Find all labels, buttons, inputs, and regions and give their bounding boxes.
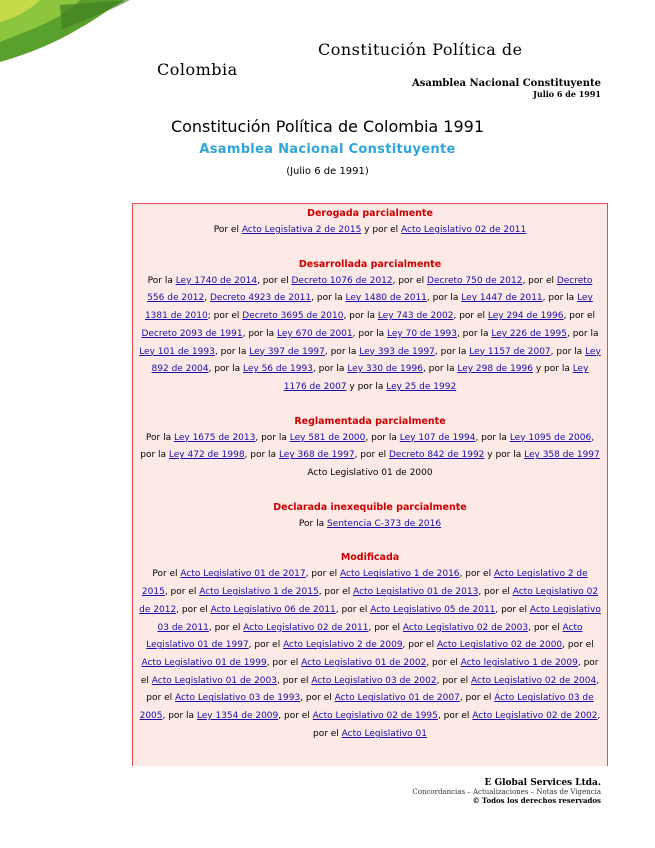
link-ley[interactable]: Ley 1176 de 2007: [283, 364, 589, 392]
link-ley[interactable]: Ley 1740 de 2014: [175, 275, 258, 286]
text: , por el: [563, 311, 596, 322]
text: , por la: [162, 711, 197, 722]
section-body: [139, 273, 601, 397]
text: , por el: [305, 569, 341, 580]
text: , por el: [208, 622, 244, 633]
link-ley[interactable]: Ley 743 de 2002: [377, 311, 454, 322]
header-title-cont: Colombia: [157, 60, 238, 79]
link-acto-legislativo[interactable]: Acto Legislativo 02 de 2002: [472, 711, 598, 722]
section-extra-text: Acto Legislativo 01 de 2000: [307, 468, 433, 479]
header-meta: [412, 78, 601, 99]
text: , por la: [242, 328, 277, 339]
section-modificada: [139, 550, 601, 743]
text: , por el: [277, 675, 312, 686]
section-heading: Desarrollada parcialmente: [298, 258, 442, 270]
text: , por la: [426, 293, 462, 304]
footer-tagline: Concordancias – Actualizaciones – Notas de Vigencia: [412, 788, 601, 796]
section-reglamentada: [139, 414, 601, 483]
text: , por el: [562, 640, 594, 651]
text: , por la: [422, 364, 458, 375]
link-acto-legislativo[interactable]: Acto Legislativo 01 de 2013: [353, 587, 479, 598]
text: ,: [204, 293, 210, 304]
link-sentencia[interactable]: Sentencia C-373 de 2016: [326, 518, 442, 529]
link-acto-legislativo[interactable]: Acto Legislativo 01 de 2003: [151, 675, 277, 686]
link-decreto[interactable]: Decreto 4923 de 2011: [210, 293, 312, 304]
link-acto-legislativo[interactable]: Acto Legislativo 2 de 2015: [141, 569, 588, 598]
section-body: [139, 430, 601, 465]
text: , por el: [392, 275, 428, 286]
text: y por la: [484, 450, 525, 461]
link-decreto[interactable]: Decreto 3695 de 2010: [242, 311, 344, 322]
link-ley[interactable]: Ley 670 de 2001: [277, 328, 353, 339]
text: , por el: [312, 711, 601, 739]
link-acto-legislativo[interactable]: Acto Legislativo 02 de 2011: [401, 225, 527, 235]
text: , por el: [426, 657, 461, 668]
section-desarrollada: [139, 257, 601, 397]
link-acto-legislativo[interactable]: Acto Legislativo 2 de 2009: [283, 640, 403, 651]
link-ley[interactable]: Ley 101 de 1993: [139, 346, 215, 357]
text: , por el: [459, 693, 495, 704]
text: , por el: [318, 587, 354, 598]
link-ley[interactable]: Ley 1381 de 2010: [144, 293, 593, 322]
leaf-logo-graphic: [0, 0, 150, 70]
link-decreto[interactable]: Decreto 1076 de 2012: [291, 275, 393, 286]
text: , por la: [566, 328, 599, 339]
text: , por el: [335, 604, 371, 615]
text: , por el: [453, 311, 488, 322]
link-ley[interactable]: Ley 107 de 1994: [399, 432, 476, 443]
text: , por el: [495, 604, 530, 615]
link-decreto[interactable]: Decreto 842 de 1992: [388, 450, 485, 461]
header-title: Constitución Política de: [318, 40, 523, 59]
text: , por el: [300, 693, 335, 704]
text: , por el: [436, 675, 472, 686]
link-ley[interactable]: Ley 472 de 1998: [168, 450, 245, 461]
text: , por el: [257, 275, 292, 286]
link-acto-legislativo[interactable]: Acto Legislativo 06 de 2011: [210, 604, 336, 615]
text: , por la: [550, 346, 586, 357]
text: , por la: [214, 346, 250, 357]
page-date: (Julio 6 de 1991): [286, 166, 369, 177]
text: y por la: [532, 364, 573, 375]
link-ley[interactable]: Ley 25 de 1992: [386, 381, 457, 392]
link-acto-legislativo[interactable]: Acto Legislativo 02 de 2011: [243, 622, 369, 633]
text: , por la: [456, 328, 492, 339]
link-ley[interactable]: Ley 1354 de 2009: [196, 711, 279, 722]
link-decreto[interactable]: Decreto 750 de 2012: [427, 275, 523, 286]
link-acto-legislativo[interactable]: Acto Legislativa 2 de 2015: [241, 225, 362, 235]
link-acto-legislativo[interactable]: Acto Legislativo 03 de 2005: [139, 693, 594, 722]
link-acto-legislativo[interactable]: Acto Legislativo 1 de 2016: [340, 569, 460, 580]
link-ley[interactable]: Ley 368 de 1997: [278, 450, 355, 461]
section-inexequible: [139, 500, 601, 534]
text: , por el: [278, 711, 313, 722]
section-heading: Modificada: [340, 552, 400, 564]
text: Por la: [145, 432, 174, 443]
link-decreto[interactable]: Decreto 556 de 2012: [147, 275, 593, 304]
link-acto-legislativo[interactable]: Acto Legislativo 02 de 1995: [312, 711, 438, 722]
text: , por la: [324, 346, 360, 357]
text: , por la: [255, 432, 290, 443]
text: , por el: [176, 604, 211, 615]
link-ley[interactable]: Ley 56 de 1993: [243, 364, 313, 375]
footer-rights: © Todos los derechos reservados: [472, 796, 601, 805]
link-acto-legislativo[interactable]: Acto Legislativo 02 de 2004: [471, 675, 597, 686]
link-acto-legislativo[interactable]: Acto Legislativo 01: [341, 728, 428, 739]
link-ley[interactable]: Ley 1675 de 2013: [173, 432, 256, 443]
section-derogada: [139, 206, 601, 240]
text: , por el: [437, 711, 473, 722]
text: , por el: [354, 450, 389, 461]
link-ley[interactable]: Ley 1095 de 2006: [509, 432, 592, 443]
page-title: Constitución Política de Colombia 1991: [170, 117, 485, 136]
text: Por el: [152, 569, 181, 580]
text: , por la: [311, 293, 346, 304]
section-body: [139, 222, 601, 240]
section-heading: Declarada inexequible parcialmente: [273, 501, 467, 513]
link-ley[interactable]: Ley 330 de 1996: [347, 364, 423, 375]
link-acto-legislativo[interactable]: Acto Legislativo 03 de 2011: [157, 604, 601, 633]
text: y por el: [361, 225, 402, 235]
link-ley[interactable]: Ley 1447 de 2011: [461, 293, 543, 304]
link-acto-legislativo[interactable]: Acto Legislativo 01 de 2007: [334, 693, 460, 704]
link-ley[interactable]: Ley 70 de 1993: [387, 328, 457, 339]
text: , por la: [542, 293, 578, 304]
text: y por la: [346, 381, 387, 392]
text: Por la: [298, 518, 327, 529]
link-ley[interactable]: Ley 298 de 1996: [457, 364, 533, 375]
text: Por la: [147, 275, 176, 286]
link-ley[interactable]: Ley 1480 de 2011: [345, 293, 427, 304]
link-acto-legislativo[interactable]: Acto legislativo 1 de 2009: [460, 657, 578, 668]
text: , por el: [528, 622, 563, 633]
text: , por la: [312, 364, 348, 375]
section-heading: Derogada parcialmente: [307, 208, 433, 219]
link-ley[interactable]: Ley 581 de 2000: [289, 432, 366, 443]
text: ; por el: [207, 311, 243, 322]
link-ley[interactable]: Ley 393 de 1997: [359, 346, 435, 357]
section-body: [139, 566, 601, 743]
text: , por el: [402, 640, 437, 651]
footer-company: E Global Services Ltda.: [484, 778, 601, 788]
link-acto-legislativo[interactable]: Acto Legislativo 01 de 2017: [180, 569, 306, 580]
link-acto-legislativo[interactable]: Acto Legislativo 02 de 2003: [402, 622, 529, 633]
text: , por el: [164, 587, 200, 598]
header-date: Julio 6 de 1991: [533, 89, 601, 99]
page-subtitle: Asamblea Nacional Constituyente: [199, 142, 456, 157]
link-acto-legislativo[interactable]: Acto Legislativo 01 de 2002: [301, 657, 427, 668]
link-ley[interactable]: Ley 226 de 1995: [491, 328, 567, 339]
text: , por la: [208, 364, 243, 375]
link-ley[interactable]: Ley 397 de 1997: [249, 346, 325, 357]
text: , por el: [522, 275, 557, 286]
link-acto-legislativo[interactable]: Acto Legislativo 03 de 1993: [174, 693, 301, 704]
text: , por la: [352, 328, 388, 339]
section-heading: Reglamentada parcialmente: [294, 415, 446, 427]
text: , por la: [434, 346, 470, 357]
text: , por el: [459, 569, 494, 580]
link-ley[interactable]: Ley 294 de 1996: [487, 311, 564, 322]
text: , por la: [244, 450, 279, 461]
link-acto-legislativo[interactable]: Acto Legislativo 1 de 2015: [199, 587, 319, 598]
text: , por el: [266, 657, 302, 668]
text: , por la: [365, 432, 400, 443]
link-acto-legislativo[interactable]: Acto Legislativo 02 de 2000: [436, 640, 563, 651]
text: , por el: [146, 675, 600, 704]
link-acto-legislativo[interactable]: Acto Legislativo 05 de 2011: [370, 604, 496, 615]
text: , por la: [140, 432, 595, 461]
link-ley[interactable]: Ley 358 de 1997: [524, 450, 600, 461]
text: , por la: [475, 432, 510, 443]
section-body: [139, 516, 601, 534]
link-acto-legislativo[interactable]: Acto Legislativo 01 de 1999: [141, 657, 267, 668]
link-ley[interactable]: Ley 1157 de 2007: [469, 346, 551, 357]
text: , por el: [478, 587, 513, 598]
text: , por el: [140, 657, 599, 686]
vigencia-notes-box: [132, 203, 608, 766]
link-acto-legislativo[interactable]: Acto Legislativo 03 de 2002: [311, 675, 437, 686]
link-acto-legislativo[interactable]: Acto Legislativo 02 de 2012: [139, 587, 599, 615]
link-ley[interactable]: Ley 892 de 2004: [151, 346, 601, 375]
link-decreto[interactable]: Decreto 2093 de 1991: [141, 328, 243, 339]
text: Por el: [213, 225, 242, 235]
header-author: Asamblea Nacional Constituyente: [411, 78, 601, 89]
text: , por el: [368, 622, 403, 633]
footer: [412, 778, 601, 805]
link-acto-legislativo[interactable]: Acto Legislativo 01 de 1997: [146, 622, 583, 651]
text: , por el: [248, 640, 284, 651]
text: , por la: [343, 311, 378, 322]
